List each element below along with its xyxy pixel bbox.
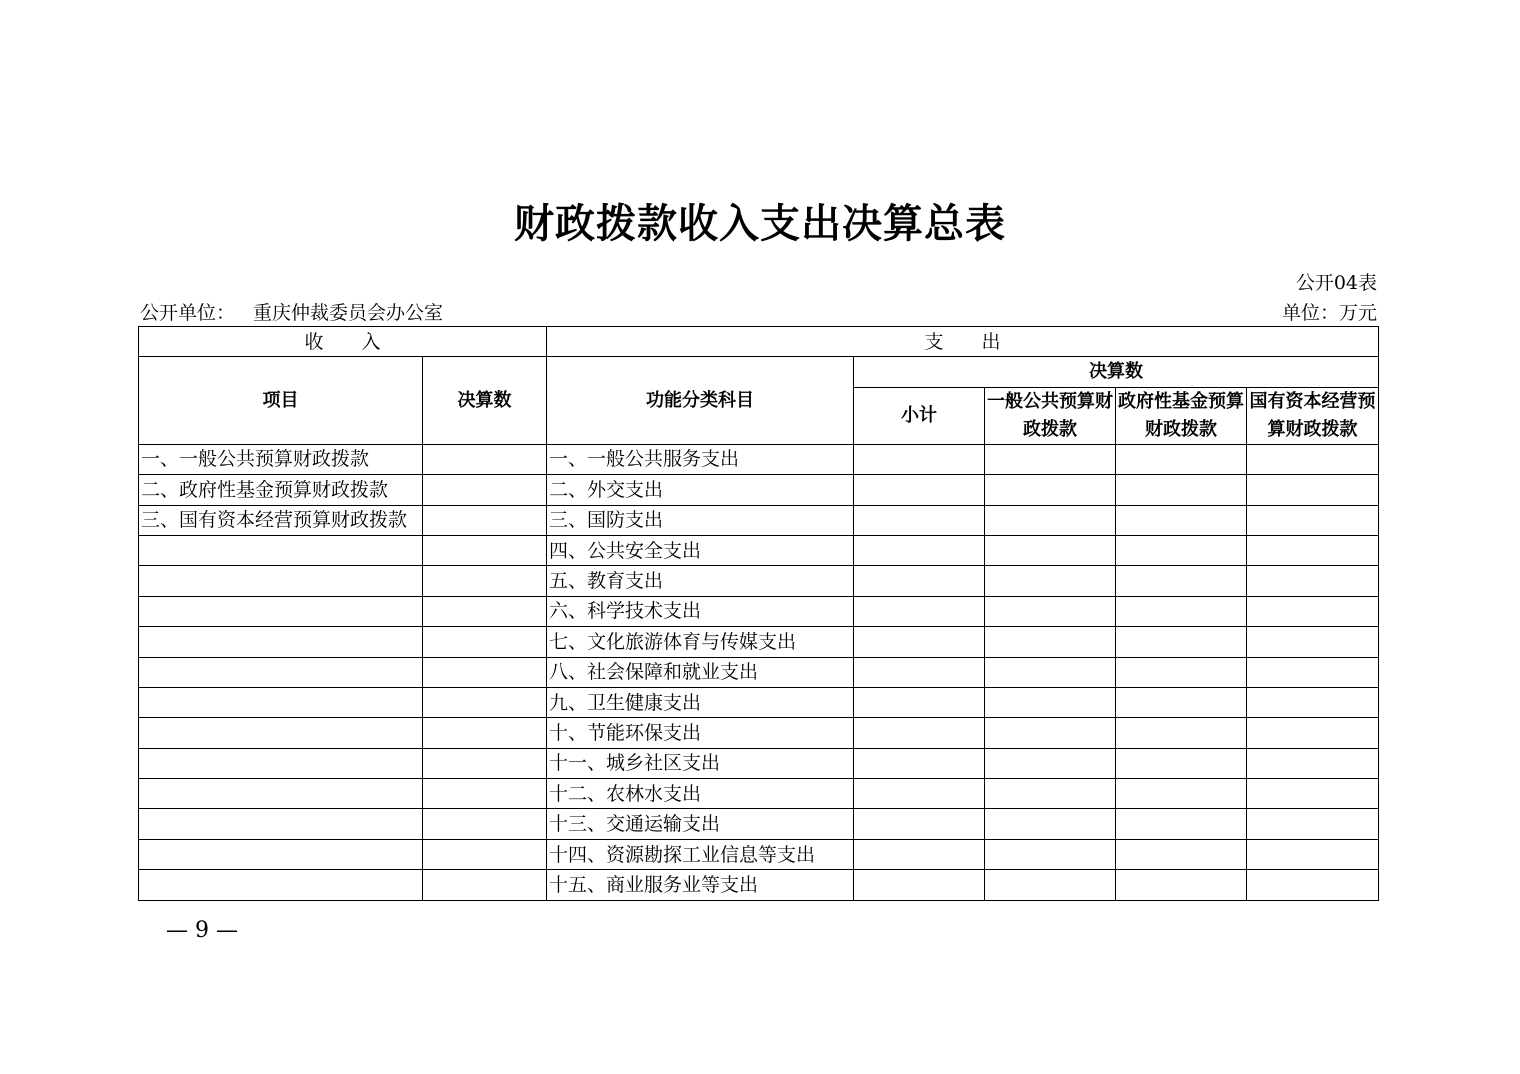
table-row <box>139 505 1379 535</box>
reporting-unit-name: 重庆仲裁委员会办公室 <box>253 302 444 324</box>
amount-header: 决算数 <box>423 357 547 444</box>
subtotal-cell <box>854 687 985 717</box>
subtotal-cell <box>854 839 985 869</box>
expense-item-cell: 十三、交通运输支出 <box>547 809 854 839</box>
gov-fund-cell <box>1116 596 1247 626</box>
expense-item-cell: 五、教育支出 <box>547 566 854 596</box>
table-row <box>139 566 1379 596</box>
general-budget-cell <box>985 596 1116 626</box>
table-row <box>139 718 1379 748</box>
expense-item-cell: 四、公共安全支出 <box>547 535 854 565</box>
income-amount-cell <box>423 748 547 778</box>
income-amount-cell <box>423 444 547 474</box>
subtotal-cell <box>854 748 985 778</box>
state-capital-cell <box>1247 566 1379 596</box>
income-amount-cell <box>423 718 547 748</box>
income-item-cell <box>139 870 423 900</box>
income-item-cell: 二、政府性基金预算财政拨款 <box>139 475 423 505</box>
final-amount-header: 决算数 <box>854 357 1379 387</box>
subtotal-header: 小计 <box>854 387 985 444</box>
gov-fund-cell <box>1116 505 1247 535</box>
form-number: 公开04表 <box>1295 272 1377 294</box>
table-row <box>139 475 1379 505</box>
table-row <box>139 657 1379 687</box>
table-row <box>139 748 1379 778</box>
state-capital-cell <box>1247 657 1379 687</box>
general-budget-cell <box>985 475 1116 505</box>
expense-item-cell: 二、外交支出 <box>547 475 854 505</box>
gov-fund-header: 政府性基金预算财政拨款 <box>1116 387 1247 444</box>
expense-item-cell: 九、卫生健康支出 <box>547 687 854 717</box>
subtotal-cell <box>854 718 985 748</box>
gov-fund-cell <box>1116 627 1247 657</box>
expense-item-cell: 十一、城乡社区支出 <box>547 748 854 778</box>
general-budget-cell <box>985 535 1116 565</box>
income-item-cell <box>139 839 423 869</box>
state-capital-cell <box>1247 535 1379 565</box>
item-header: 项目 <box>139 357 423 444</box>
gov-fund-cell <box>1116 444 1247 474</box>
income-item-cell <box>139 535 423 565</box>
gov-fund-cell <box>1116 779 1247 809</box>
income-item-cell <box>139 596 423 626</box>
reporting-unit-label: 公开单位： <box>140 302 236 324</box>
gov-fund-cell <box>1116 870 1247 900</box>
gov-fund-cell <box>1116 475 1247 505</box>
gov-fund-cell <box>1116 809 1247 839</box>
income-amount-cell <box>423 657 547 687</box>
state-capital-cell <box>1247 687 1379 717</box>
general-budget-cell <box>985 444 1116 474</box>
general-budget-cell <box>985 627 1116 657</box>
income-item-cell <box>139 687 423 717</box>
state-capital-cell <box>1247 444 1379 474</box>
state-capital-cell <box>1247 870 1379 900</box>
general-budget-cell <box>985 870 1116 900</box>
income-item-cell: 一、一般公共预算财政拨款 <box>139 444 423 474</box>
table-row <box>139 444 1379 474</box>
gov-fund-cell <box>1116 748 1247 778</box>
subtotal-cell <box>854 657 985 687</box>
func-category-header: 功能分类科目 <box>547 357 854 444</box>
expense-item-cell: 八、社会保障和就业支出 <box>547 657 854 687</box>
expense-item-cell: 六、科学技术支出 <box>547 596 854 626</box>
income-amount-cell <box>423 566 547 596</box>
expense-item-cell: 一、一般公共服务支出 <box>547 444 854 474</box>
page-number: — 9 — <box>166 918 238 943</box>
income-item-cell <box>139 779 423 809</box>
gov-fund-cell <box>1116 657 1247 687</box>
income-item-cell <box>139 657 423 687</box>
state-capital-cell <box>1247 475 1379 505</box>
income-item-cell <box>139 748 423 778</box>
general-budget-cell <box>985 505 1116 535</box>
state-capital-cell <box>1247 779 1379 809</box>
income-item-cell: 三、国有资本经营预算财政拨款 <box>139 505 423 535</box>
general-budget-cell <box>985 657 1116 687</box>
subtotal-cell <box>854 870 985 900</box>
income-item-cell <box>139 718 423 748</box>
income-amount-cell <box>423 779 547 809</box>
subtotal-cell <box>854 779 985 809</box>
expense-item-cell: 十五、商业服务业等支出 <box>547 870 854 900</box>
income-header: 收 入 <box>139 327 547 357</box>
reporting-unit <box>140 300 443 326</box>
subtotal-cell <box>854 444 985 474</box>
general-budget-cell <box>985 687 1116 717</box>
subtotal-cell <box>854 535 985 565</box>
state-capital-cell <box>1247 839 1379 869</box>
state-capital-cell <box>1247 718 1379 748</box>
subtotal-cell <box>854 596 985 626</box>
income-amount-cell <box>423 505 547 535</box>
general-budget-cell <box>985 839 1116 869</box>
general-budget-cell <box>985 748 1116 778</box>
expense-item-cell: 十、节能环保支出 <box>547 718 854 748</box>
table-row <box>139 596 1379 626</box>
gov-fund-cell <box>1116 535 1247 565</box>
expense-item-cell: 十四、资源勘探工业信息等支出 <box>547 839 854 869</box>
subtotal-cell <box>854 809 985 839</box>
expense-item-cell: 三、国防支出 <box>547 505 854 535</box>
table-row <box>139 627 1379 657</box>
general-budget-cell <box>985 809 1116 839</box>
subtotal-cell <box>854 566 985 596</box>
page-title: 财政拨款收入支出决算总表 <box>514 200 1006 247</box>
subtotal-cell <box>854 505 985 535</box>
state-capital-cell <box>1247 505 1379 535</box>
budget-table <box>138 326 1379 901</box>
expense-header: 支 出 <box>547 327 1379 357</box>
table-row <box>139 779 1379 809</box>
income-item-cell <box>139 627 423 657</box>
general-budget-cell <box>985 718 1116 748</box>
income-item-cell <box>139 566 423 596</box>
income-item-cell <box>139 809 423 839</box>
income-amount-cell <box>423 475 547 505</box>
expense-item-cell: 七、文化旅游体育与传媒支出 <box>547 627 854 657</box>
state-capital-header: 国有资本经营预算财政拨款 <box>1247 387 1379 444</box>
income-amount-cell <box>423 596 547 626</box>
unit-of-measure: 单位：万元 <box>1281 302 1377 324</box>
general-budget-cell <box>985 566 1116 596</box>
gov-fund-cell <box>1116 839 1247 869</box>
state-capital-cell <box>1247 809 1379 839</box>
table-row <box>139 535 1379 565</box>
general-budget-header: 一般公共预算财政拨款 <box>985 387 1116 444</box>
income-amount-cell <box>423 535 547 565</box>
expense-item-cell: 十二、农林水支出 <box>547 779 854 809</box>
income-amount-cell <box>423 839 547 869</box>
subtotal-cell <box>854 627 985 657</box>
gov-fund-cell <box>1116 687 1247 717</box>
table-row <box>139 809 1379 839</box>
gov-fund-cell <box>1116 566 1247 596</box>
general-budget-cell <box>985 779 1116 809</box>
gov-fund-cell <box>1116 718 1247 748</box>
state-capital-cell <box>1247 596 1379 626</box>
subtotal-cell <box>854 475 985 505</box>
income-amount-cell <box>423 627 547 657</box>
table-row <box>139 839 1379 869</box>
income-amount-cell <box>423 870 547 900</box>
income-amount-cell <box>423 809 547 839</box>
state-capital-cell <box>1247 748 1379 778</box>
state-capital-cell <box>1247 627 1379 657</box>
table-row <box>139 870 1379 900</box>
income-amount-cell <box>423 687 547 717</box>
table-row <box>139 687 1379 717</box>
